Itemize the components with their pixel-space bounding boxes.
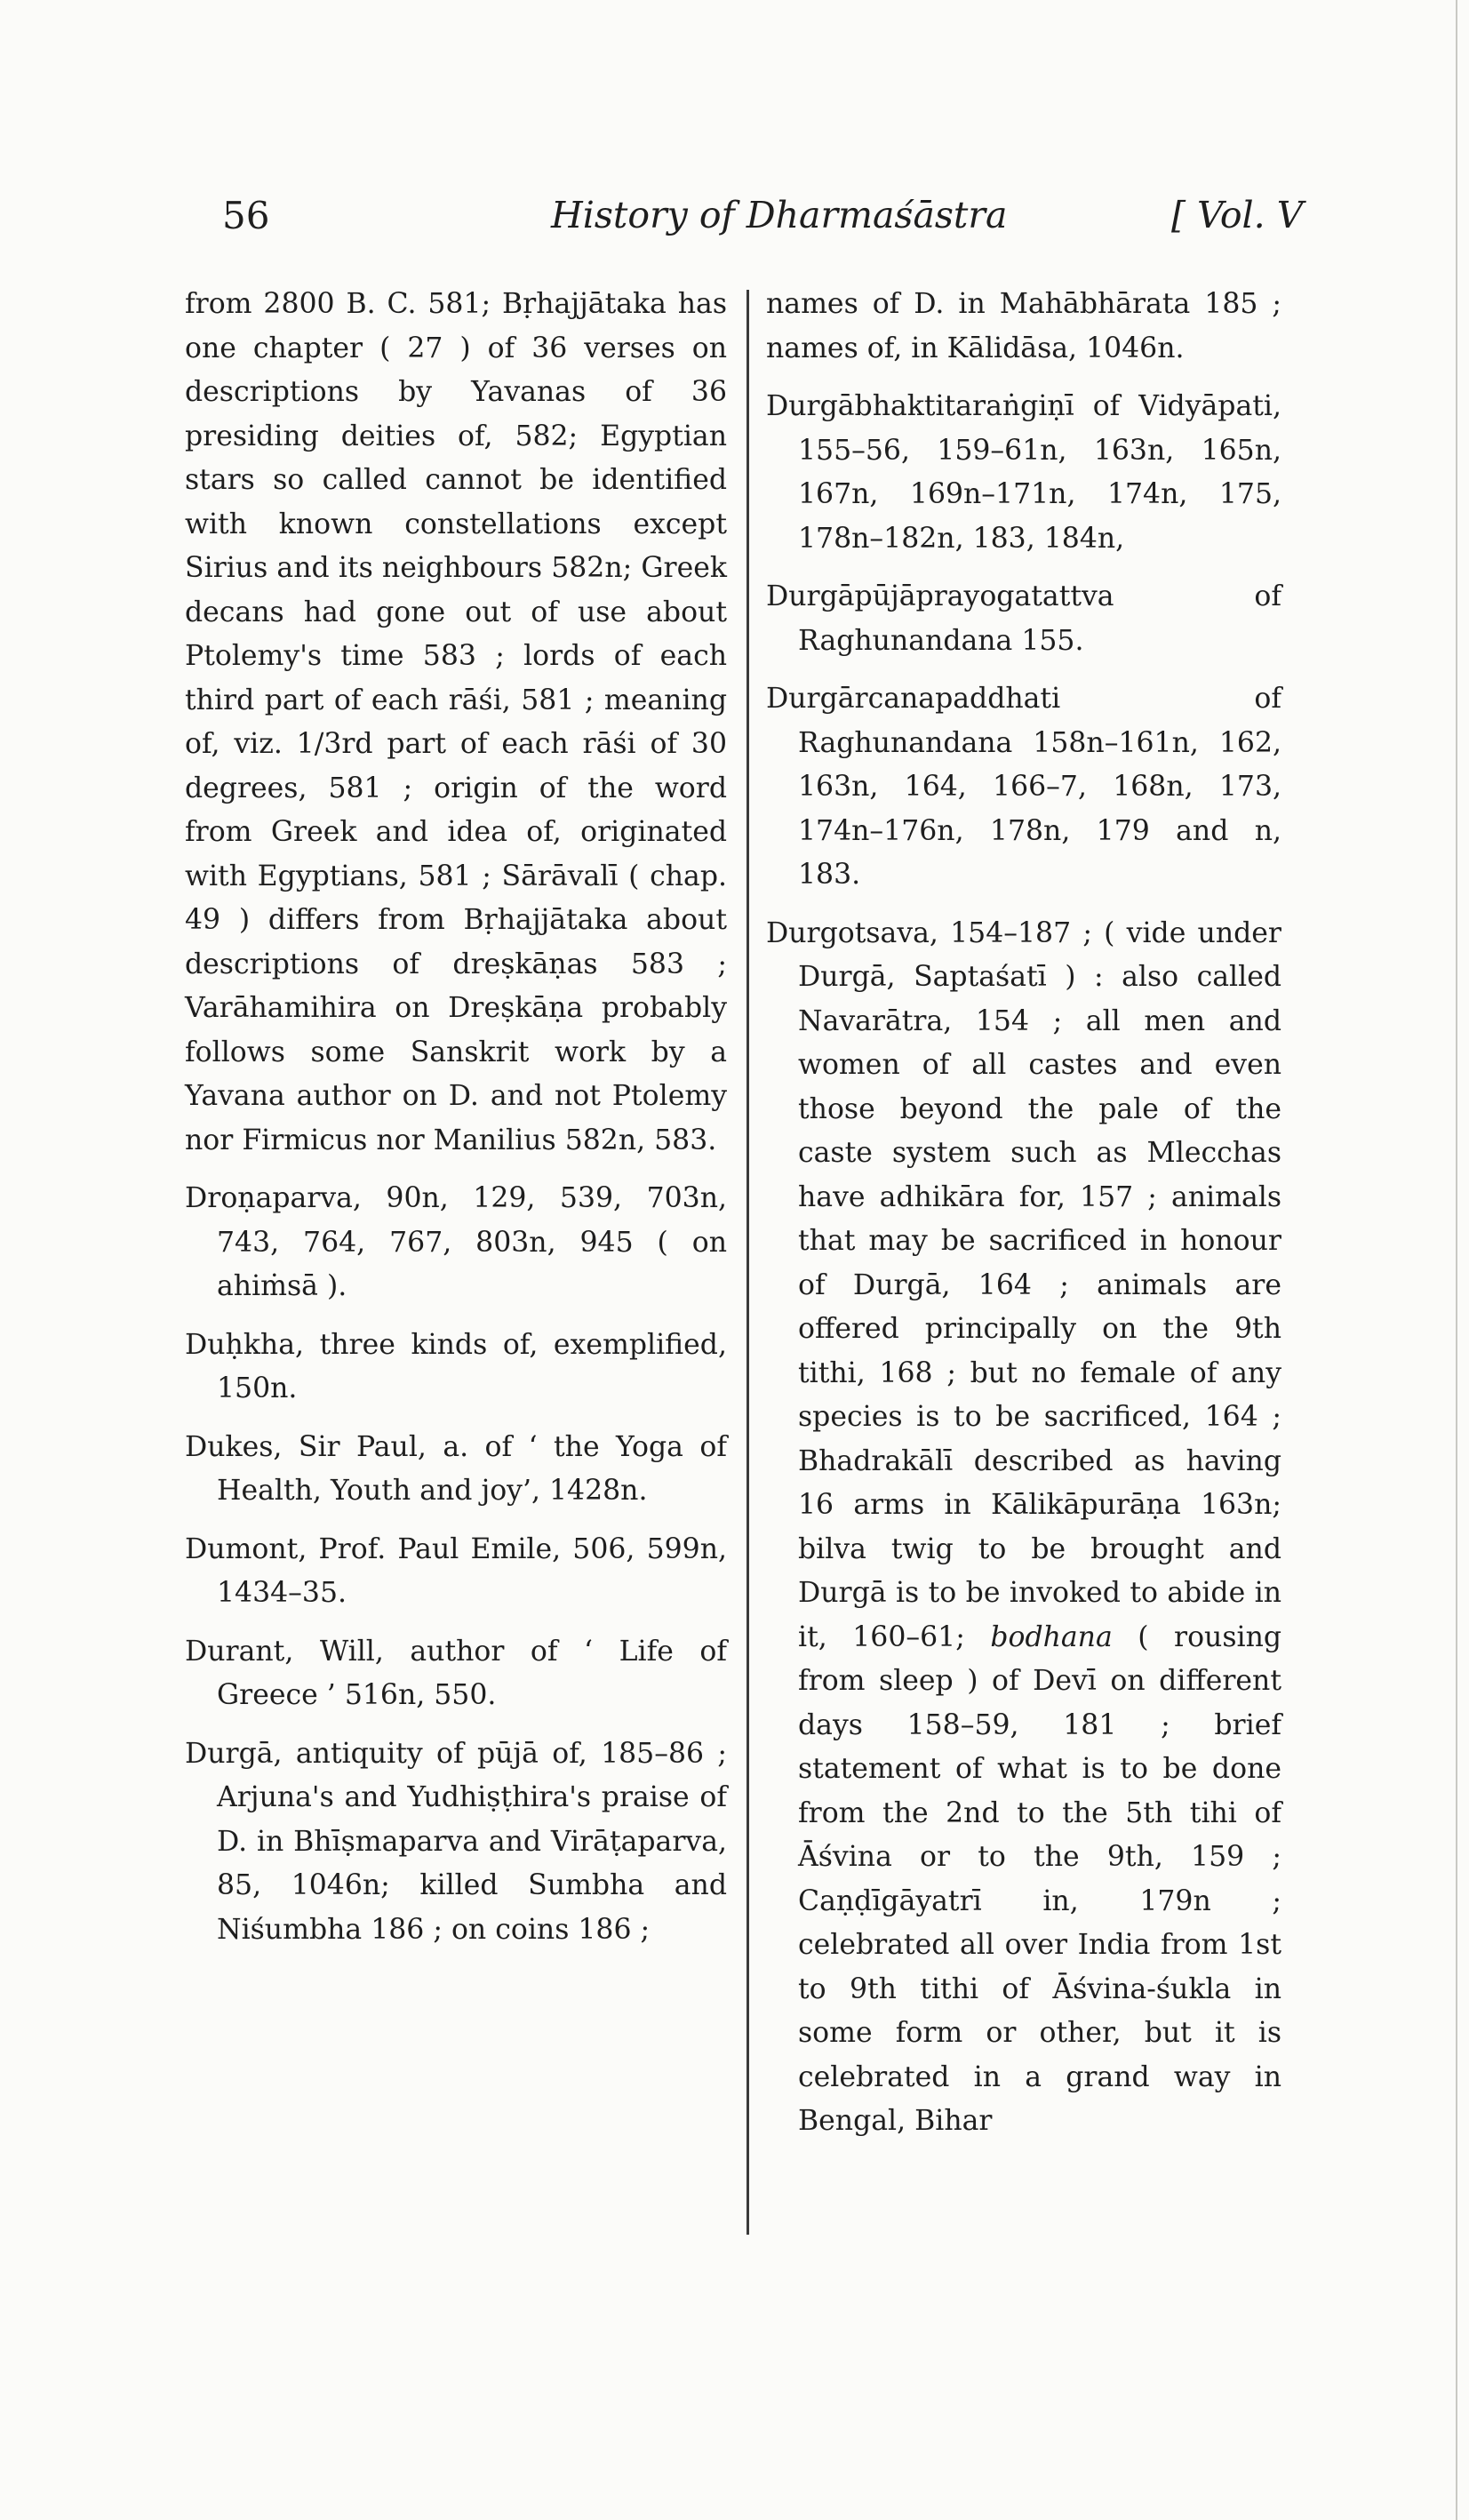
column-divider xyxy=(746,290,749,2235)
index-entry: Droṇaparva, 90n, 129, 539, 703n, 743, 764, 767, 803n, 945 ( on ahiṁsā ). xyxy=(185,1182,727,1302)
index-entry: Durant, Will, author of ‘ Life of Greece ’ 516n, 550. xyxy=(185,1635,727,1711)
page-edge xyxy=(1456,0,1457,2520)
index-entry-durgotsava xyxy=(766,912,1281,2144)
index-column-left xyxy=(185,283,727,1966)
index-entry: Dumont, Prof. Paul Emile, 506, 599n, 1434–35. xyxy=(185,1532,727,1609)
durgotsava-italic-term: bodhana xyxy=(990,1620,1113,1653)
durgotsava-text-2: ( rousing from sleep ) of Devī on different days 158–59, 181 ; brief statement of what is to be done from the 2nd to the 5th tihi of Āśvina or to the 9th, 159 ; Caṇḍīgāyatrī in, 179n ; celebrated all over India from 1st to 9th tithi of Āśvina-śukla in some form or other, but it is celebrated in a grand way in Bengal, Bihar xyxy=(798,1620,1282,2137)
volume-label: [ Vol. V xyxy=(1171,194,1304,236)
index-continuation: names of D. in Mahābhārata 185 ; names of, in Kālidāsa, 1046n. xyxy=(766,288,1281,364)
page-header xyxy=(0,194,1469,247)
running-title: History of Dharmaśāstra xyxy=(551,194,1008,236)
page-number: 56 xyxy=(222,194,270,237)
durgotsava-text-1: Durgotsava, 154–187 ; ( vide under Durgā, Saptaśatī ) : also called Navarātra, 154 ; all men and women of all castes and even those beyond the pale of the caste system such as Mlecchas have adhikāra for, 157 ; animals that may be sacrificed in honour of Durgā, 164 ; animals are offered principally on the 9th tithi, 168 ; but no female of any species is to be sacrificed, 164 ; Bhadrakālī described as having 16 arms in Kālikāpurāṇa 163n; bilva twig to be brought and Durgā is to be invoked to abide in it, 160–61; xyxy=(766,916,1281,1653)
index-entry: Duḥkha, three kinds of, exemplified, 150n. xyxy=(185,1328,727,1404)
index-entry: Durgārcanapaddhati of Raghunandana 158n–161n, 162, 163n, 164, 166–7, 168n, 173, 174n–176n, 178n, 179 and n, 183. xyxy=(766,683,1281,891)
index-continuation: from 2800 B. C. 581; Bṛhajjātaka has one chapter ( 27 ) of 36 verses on descriptions by Yavanas of 36 presiding deities of, 582; Egyptian stars so called cannot be identified with known constellations except Sirius and its neighbours 582n; Greek decans had gone out of use about Ptolemy's time 583 ; lords of each third part of each rāśi, 581 ; meaning of, viz. 1/3rd part of each rāśi of 30 degrees, 581 ; origin of the word from Greek and idea of, originated with Egyptians, 581 ; Sārāvalī ( chap. 49 ) differs from Bṛhajjātaka about descriptions of dreṣkāṇas 583 ; Varāhamihira on Dreṣkāṇa probably follows some Sanskrit work by a Yavana author on D. and not Ptolemy nor Firmicus nor Manilius 582n, 583. xyxy=(185,288,727,1156)
index-entry: Durgābhaktitaraṅgiṇī of Vidyāpati, 155–56, 159–61n, 163n, 165n, 167n, 169n–171n, 174n, 175, 178n–182n, 183, 184n, xyxy=(766,390,1281,555)
index-entry: Dukes, Sir Paul, a. of ‘ the Yoga of Health, Youth and joy’, 1428n. xyxy=(185,1430,727,1507)
index-column-right xyxy=(766,283,1281,2158)
index-entry: Durgā, antiquity of pūjā of, 185–86 ; Arjuna's and Yudhiṣṭhira's praise of D. in Bhīṣmaparva and Virāṭaparva, 85, 1046n; killed Sumbha and Niśumbha 186 ; on coins 186 ; xyxy=(185,1737,727,1946)
index-entry: Durgāpūjāprayogatattva of Raghunandana 155. xyxy=(766,580,1281,657)
